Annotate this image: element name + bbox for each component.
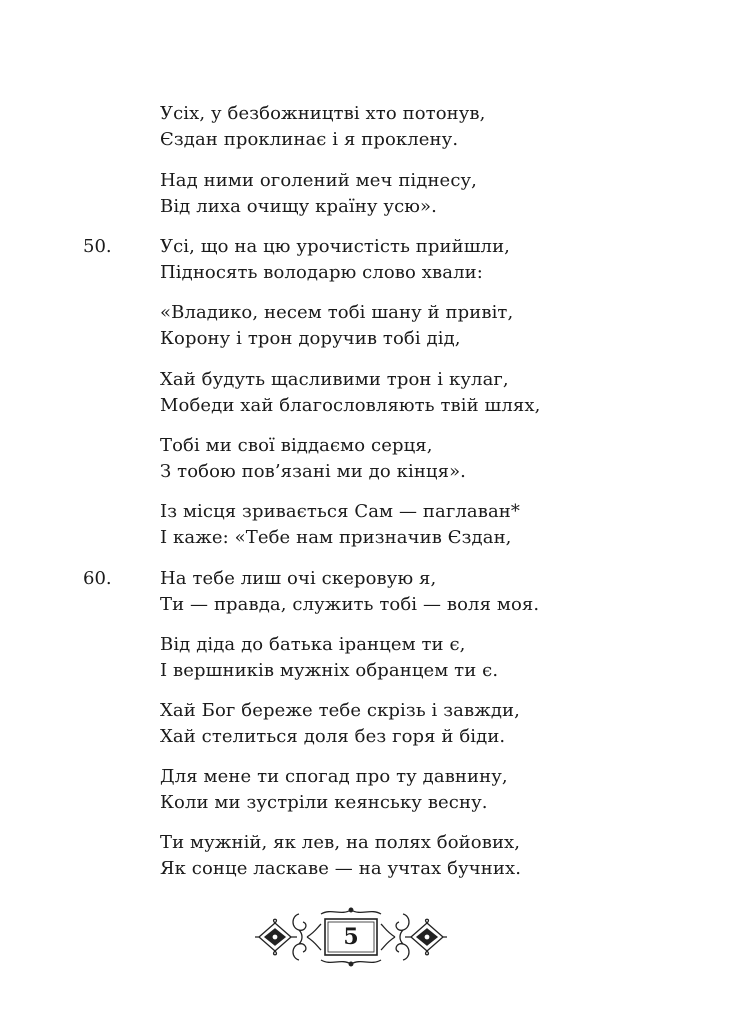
verse-line: І каже: «Тебе нам призначив Єздан, bbox=[160, 527, 512, 548]
verse-line: Усі, що на цю урочистість прийшли, bbox=[160, 236, 511, 257]
ornament-frame-icon bbox=[255, 906, 447, 968]
verse-line: З тобою пов’язані ми до кінця». bbox=[160, 461, 466, 482]
verse-line: Коли ми зустріли кеянську весну. bbox=[160, 792, 488, 813]
verse-line: Тобі ми свої віддаємо серця, bbox=[160, 435, 433, 456]
verse-line: Над ними оголений меч піднесу, bbox=[160, 170, 478, 191]
stanza-11 bbox=[160, 764, 508, 816]
verse-line: Хай будуть щасливими трон і кулаг, bbox=[160, 369, 509, 390]
verse-line: Від лиха очищу країну усю». bbox=[160, 196, 437, 217]
verse-line: Мобеди хай благословляють твій шлях, bbox=[160, 395, 541, 416]
verse-line: Підносять володарю слово хвали: bbox=[160, 262, 483, 283]
line-number-60: 60. bbox=[83, 568, 112, 589]
stanza-2 bbox=[160, 168, 477, 220]
stanza-6 bbox=[160, 433, 466, 485]
stanza-4 bbox=[160, 300, 513, 352]
stanza-9 bbox=[160, 632, 498, 684]
verse-line: «Владико, несем тобі шану й привіт, bbox=[160, 302, 514, 323]
verse-line: Ти — правда, служить тобі — воля моя. bbox=[160, 594, 540, 615]
stanza-1 bbox=[160, 101, 485, 153]
page-number-ornament bbox=[255, 906, 447, 968]
verse-line: Усіх, у безбожництві хто потонув, bbox=[160, 103, 486, 124]
page-number: 5 bbox=[343, 924, 359, 950]
verse-line: Від діда до батька іранцем ти є, bbox=[160, 634, 466, 655]
verse-line: Як сонце ласкаве — на учтах бучних. bbox=[160, 858, 522, 879]
stanza-12 bbox=[160, 830, 521, 882]
verse-line: Для мене ти спогад про ту давнину, bbox=[160, 766, 508, 787]
verse-line: І вершників мужніх обранцем ти є. bbox=[160, 660, 499, 681]
verse-line: На тебе лиш очі скеровую я, bbox=[160, 568, 437, 589]
stanza-8 bbox=[160, 566, 539, 618]
stanza-5 bbox=[160, 367, 540, 419]
verse-line: Корону і трон доручив тобі дід, bbox=[160, 328, 461, 349]
stanza-10 bbox=[160, 698, 520, 750]
stanza-3 bbox=[160, 234, 510, 286]
verse-line: Із місця зривається Сам — паглаван* bbox=[160, 501, 520, 522]
line-number-50: 50. bbox=[83, 236, 112, 257]
verse-line: Єздан проклинає і я проклену. bbox=[160, 129, 459, 150]
verse-line: Хай стелиться доля без горя й біди. bbox=[160, 726, 506, 747]
verse-line: Хай Бог береже тебе скрізь і завжди, bbox=[160, 700, 520, 721]
verse-line: Ти мужній, як лев, на полях бойових, bbox=[160, 832, 521, 853]
stanza-7 bbox=[160, 499, 520, 551]
